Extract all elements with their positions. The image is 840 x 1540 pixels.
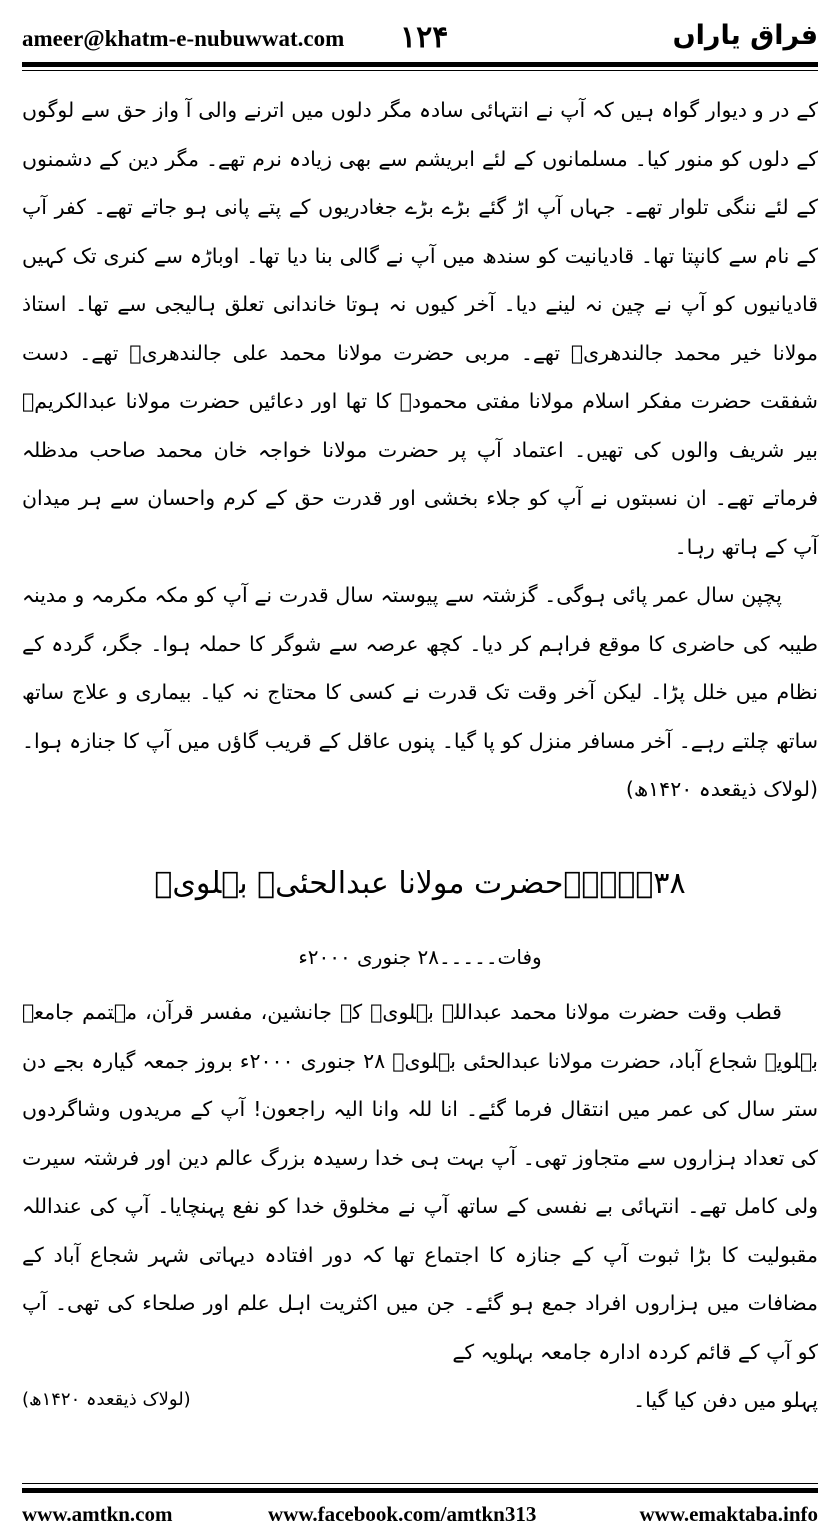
- header-email: ameer@khatm-e-nubuwwat.com: [22, 26, 345, 51]
- header-rule-thin: [22, 70, 818, 71]
- closing-text: پہلو میں دفن کیا گیا۔: [633, 1388, 818, 1412]
- section-heading: ۳۸۔۔۔۔۔حضرت مولانا عبدالحئیؒ بہلویؒ: [154, 866, 686, 901]
- page-footer: [22, 1502, 818, 1532]
- body-text-bottom: [22, 988, 818, 1425]
- paragraph: کے در و دیوار گواہ ہیں کہ آپ نے انتہائی سادہ مگر دلوں میں اترنے والی آ واز حق سے لوگوں کے دلوں کو منور کیا۔ مسلمانوں کے لئے ابریشم سے بھی زیادہ نرم تھے۔ مگر دین کے دشمنوں کے لئے ننگی تلوار تھے۔ جہاں آپ اڑ گئے بڑے بڑے جغادریوں کے پتے پانی ہو جاتے تھے۔ کفر آپ کے نام سے کانپتا تھا۔ قادیانیت کو سندھ میں آپ نے گالی بنا دیا تھا۔ اوباڑہ سے کنری تک کہیں قادیانیوں کو آپ نے چین نہ لینے دیا۔ آخر کیوں نہ ہوتا خاندانی تعلق ہالیجی سے تھا۔ استاذ مولانا خیر محمد جالندھریؒ تھے۔ مربی حضرت مولانا محمد علی جالندھریؒ تھے۔ دست شفقت حضرت مفکر اسلام مولانا مفتی محمودؒ کا تھا اور دعائیں حضرت مولانا عبدالکریمؒ بیر شریف والوں کی تھیں۔ اعتماد آپ پر حضرت مولانا خواجہ خان محمد صاحب مدظلہ فرماتے تھے۔ ان نسبتوں نے آپ کو جلاء بخشی اور قدرت حق کے کرم واحسان سے ہر میدان آپ کے ہاتھ رہا۔: [22, 98, 818, 559]
- paragraph: پچپن سال عمر پائی ہوگی۔ گزشتہ سے پیوستہ سال قدرت نے آپ کو مکہ مکرمہ و مدینہ طیبہ کی حاضری کا موقع فراہم کر دیا۔ کچھ عرصہ سے شوگر کا حملہ ہوا۔ جگر، گردہ کے نظام میں خلل پڑا۔ لیکن آخر وقت تک قدرت نے کسی کا محتاج نہ کیا۔ بیماری و علاج ساتھ ساتھ چلتے رہے۔ آخر مسافر منزل کو پا گیا۔ پنوں عاقل کے قریب گاؤں میں آپ کا جنازہ ہوا۔ (لولاک ذیقعدہ ۱۴۲۰ھ): [22, 583, 818, 801]
- footer-rule-thick: [22, 1488, 818, 1493]
- page-number: ۱۲۴: [400, 20, 449, 55]
- closing-line: [22, 1376, 818, 1425]
- book-title: فراق یاراں: [672, 20, 818, 51]
- source-citation: (لولاک ذیقعدہ ۱۴۲۰ھ): [22, 1389, 191, 1410]
- death-date: وفات۔۔۔۔۔۲۸ جنوری ۲۰۰۰ء: [298, 945, 542, 969]
- footer-link-amtkn[interactable]: www.amtkn.com: [22, 1502, 173, 1526]
- footer-link-emaktaba[interactable]: www.emaktaba.info: [639, 1502, 818, 1526]
- paragraph: قطب وقت حضرت مولانا محمد عبداللہ بہلویؒ کے جانشین، مفسر قرآن، مہتمم جامعہ بہلویہ شجاع آباد، حضرت مولانا عبدالحئی بہلویؒ ۲۸ جنوری ۲۰۰۰ء بروز جمعہ گیارہ بجے دن ستر سال کی عمر میں انتقال فرما گئے۔ انا للہ وانا الیہ راجعون! آپ کے مریدوں وشاگردوں کی تعداد ہزاروں سے متجاوز تھی۔ آپ بہت ہی خدا رسیدہ بزرگ عالم دین اور فرشتہ سیرت ولی کامل تھے۔ انتہائی بے نفسی کے ساتھ آپ نے مخلوق خدا کو نفع پہنچایا۔ آپ کی عنداللہ مقبولیت کا بڑا ثبوت آپ کے جنازہ کا اجتماع تھا کہ دور افتادہ دیہاتی شہر شجاع آباد کے مضافات میں ہزاروں افراد جمع ہو گئے۔ جن میں اکثریت اہل علم اور صلحاء کی تھی۔ آپ کو آپ کے قائم کردہ ادارہ جامعہ بہلویہ کے: [22, 1000, 819, 1364]
- footer-link-facebook[interactable]: www.facebook.com/amtkn313: [268, 1502, 537, 1526]
- header-rule-thick: [22, 62, 818, 67]
- page-header: [22, 18, 818, 60]
- body-text-top: [22, 86, 818, 814]
- footer-rule-thin: [22, 1483, 818, 1484]
